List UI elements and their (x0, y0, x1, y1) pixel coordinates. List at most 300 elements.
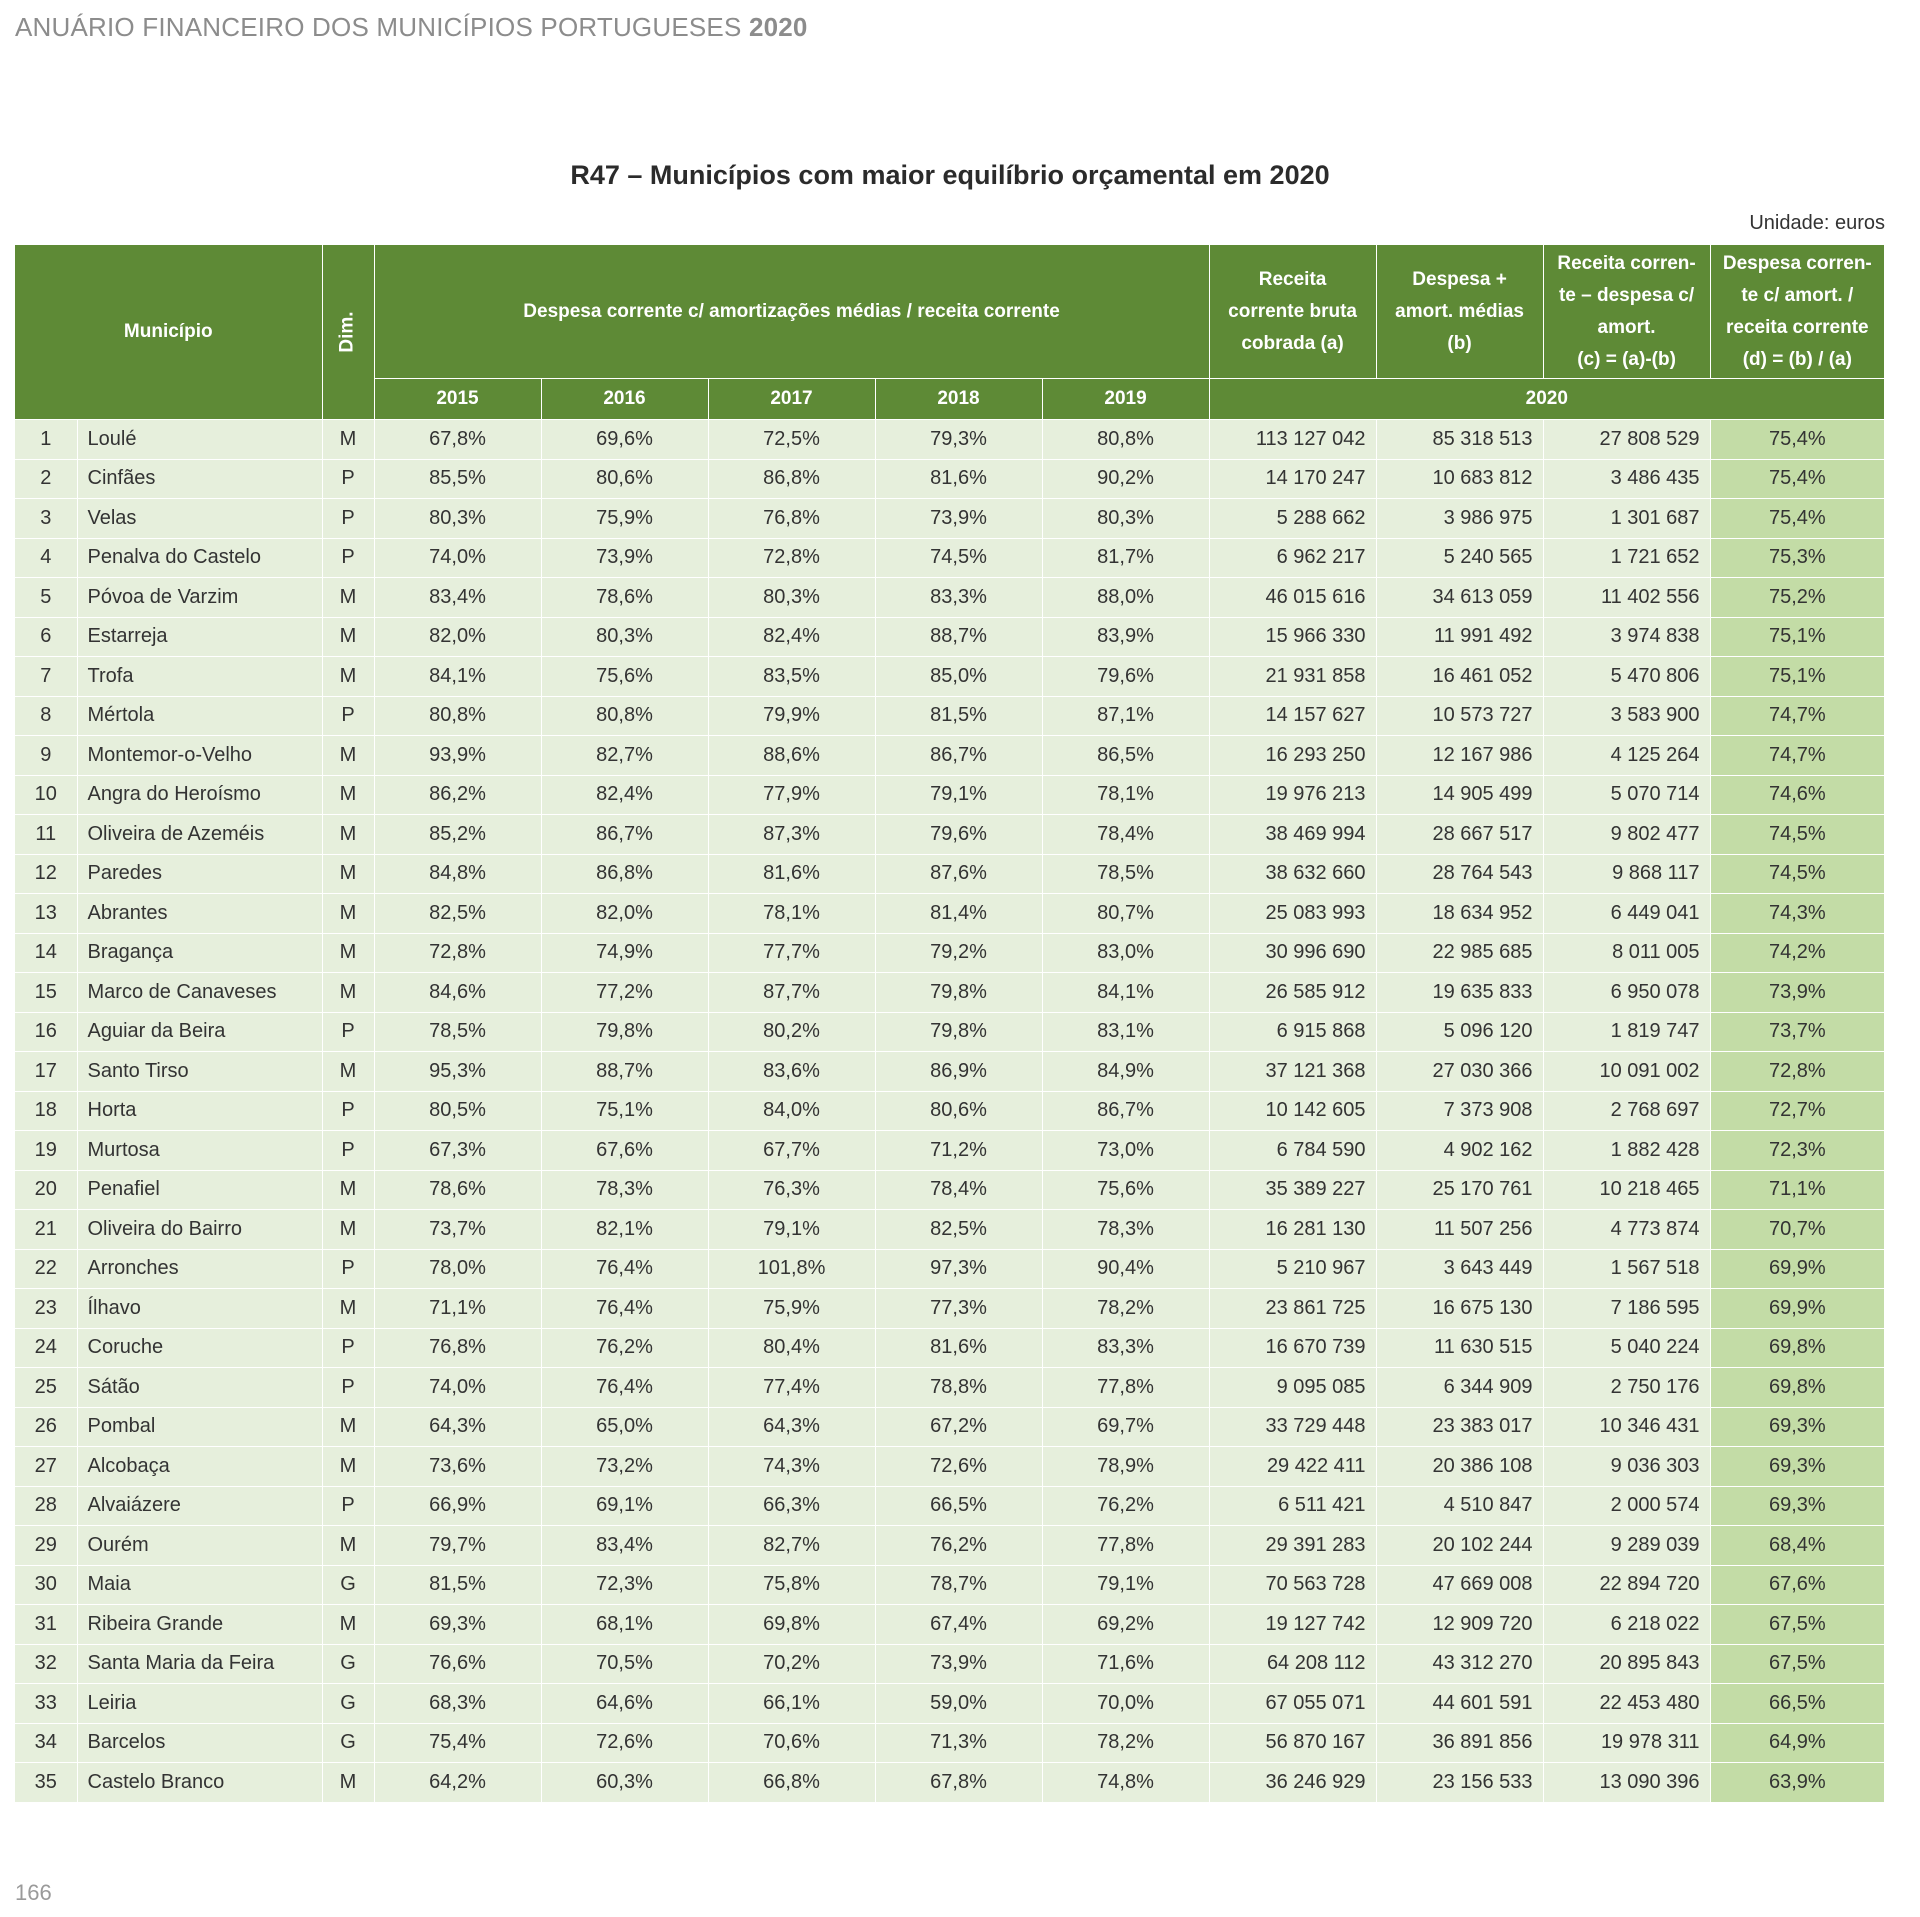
ratio-2015: 86,2% (374, 775, 541, 815)
ratio-2018: 81,6% (875, 1328, 1042, 1368)
despesa-value: 23 383 017 (1376, 1407, 1543, 1447)
dim-value: M (322, 1052, 374, 1092)
ratio-2020: 74,6% (1710, 775, 1884, 815)
ratio-2020: 75,3% (1710, 538, 1884, 578)
ratio-2020: 72,7% (1710, 1091, 1884, 1131)
ratio-2016: 67,6% (541, 1131, 708, 1171)
dim-value: M (322, 1210, 374, 1250)
table-row (15, 933, 1884, 973)
municipio-name: Oliveira de Azeméis (77, 815, 322, 855)
ratio-2017: 70,6% (708, 1723, 875, 1763)
ratio-2016: 82,4% (541, 775, 708, 815)
ratio-2017: 74,3% (708, 1447, 875, 1487)
ratio-2020: 74,7% (1710, 696, 1884, 736)
ratio-2017: 86,8% (708, 459, 875, 499)
col-header-receita-line: cobrada (a) (1241, 332, 1344, 354)
ratio-2019: 70,0% (1042, 1684, 1209, 1724)
ratio-2016: 75,9% (541, 499, 708, 539)
table-row (15, 1407, 1884, 1447)
receita-value: 5 210 967 (1209, 1249, 1376, 1289)
despesa-value: 16 675 130 (1376, 1289, 1543, 1329)
ratio-2018: 97,3% (875, 1249, 1042, 1289)
dim-value: M (322, 1170, 374, 1210)
ratio-2020: 69,9% (1710, 1249, 1884, 1289)
row-rank: 14 (15, 933, 77, 973)
municipio-name: Póvoa de Varzim (77, 578, 322, 618)
diff-value: 1 301 687 (1543, 499, 1710, 539)
ratio-2016: 76,4% (541, 1249, 708, 1289)
ratio-2015: 84,8% (374, 854, 541, 894)
despesa-value: 14 905 499 (1376, 775, 1543, 815)
ratio-2015: 75,4% (374, 1723, 541, 1763)
ratio-2017: 80,2% (708, 1012, 875, 1052)
ratio-2019: 69,7% (1042, 1407, 1209, 1447)
despesa-value: 6 344 909 (1376, 1368, 1543, 1408)
receita-value: 23 861 725 (1209, 1289, 1376, 1329)
row-rank: 24 (15, 1328, 77, 1368)
diff-value: 27 808 529 (1543, 420, 1710, 460)
row-rank: 21 (15, 1210, 77, 1250)
row-rank: 19 (15, 1131, 77, 1171)
diff-value: 1 819 747 (1543, 1012, 1710, 1052)
ratio-2019: 83,3% (1042, 1328, 1209, 1368)
ratio-2019: 78,9% (1042, 1447, 1209, 1487)
receita-value: 10 142 605 (1209, 1091, 1376, 1131)
ratio-2016: 77,2% (541, 973, 708, 1013)
ratio-2017: 79,9% (708, 696, 875, 736)
ratio-2015: 67,3% (374, 1131, 541, 1171)
ratio-2020: 74,5% (1710, 815, 1884, 855)
dim-value: M (322, 1526, 374, 1566)
col-header-receita-line: corrente bruta (1228, 300, 1357, 322)
diff-value: 5 470 806 (1543, 657, 1710, 697)
ratio-2018: 67,4% (875, 1605, 1042, 1645)
receita-value: 14 170 247 (1209, 459, 1376, 499)
ratio-2018: 86,7% (875, 736, 1042, 776)
col-header-year-2020: 2020 (1209, 379, 1884, 420)
col-header-receita-line: Receita (1258, 268, 1327, 290)
diff-value: 2 750 176 (1543, 1368, 1710, 1408)
row-rank: 35 (15, 1763, 77, 1803)
despesa-value: 22 985 685 (1376, 933, 1543, 973)
municipio-name: Estarreja (77, 617, 322, 657)
ratio-2020: 74,5% (1710, 854, 1884, 894)
municipio-name: Ílhavo (77, 1289, 322, 1329)
dim-value: G (322, 1565, 374, 1605)
municipio-name: Arronches (77, 1249, 322, 1289)
ratio-2018: 71,2% (875, 1131, 1042, 1171)
dim-value: P (322, 1012, 374, 1052)
diff-value: 6 449 041 (1543, 894, 1710, 934)
row-rank: 32 (15, 1644, 77, 1684)
despesa-value: 43 312 270 (1376, 1644, 1543, 1684)
table-row (15, 1723, 1884, 1763)
ratio-2020: 69,3% (1710, 1447, 1884, 1487)
table-row (15, 894, 1884, 934)
ratio-2019: 87,1% (1042, 696, 1209, 736)
despesa-value: 11 507 256 (1376, 1210, 1543, 1250)
receita-value: 6 962 217 (1209, 538, 1376, 578)
ratio-2017: 84,0% (708, 1091, 875, 1131)
receita-value: 16 670 739 (1209, 1328, 1376, 1368)
municipio-name: Abrantes (77, 894, 322, 934)
ratio-2019: 90,4% (1042, 1249, 1209, 1289)
ratio-2019: 73,0% (1042, 1131, 1209, 1171)
ratio-2016: 83,4% (541, 1526, 708, 1566)
ratio-2015: 85,5% (374, 459, 541, 499)
table-row (15, 854, 1884, 894)
receita-value: 25 083 993 (1209, 894, 1376, 934)
ratio-2020: 75,2% (1710, 578, 1884, 618)
ratio-2018: 67,8% (875, 1763, 1042, 1803)
municipio-name: Angra do Heroísmo (77, 775, 322, 815)
despesa-value: 23 156 533 (1376, 1763, 1543, 1803)
ratio-2020: 74,3% (1710, 894, 1884, 934)
diff-value: 3 583 900 (1543, 696, 1710, 736)
receita-value: 38 632 660 (1209, 854, 1376, 894)
municipio-name: Santa Maria da Feira (77, 1644, 322, 1684)
table-row (15, 1131, 1884, 1171)
col-header-ratio-line: receita corrente (1726, 316, 1869, 338)
ratio-2018: 80,6% (875, 1091, 1042, 1131)
municipio-name: Oliveira do Bairro (77, 1210, 322, 1250)
ratio-2016: 82,7% (541, 736, 708, 776)
municipio-name: Paredes (77, 854, 322, 894)
table-row (15, 1605, 1884, 1645)
ratio-2019: 83,0% (1042, 933, 1209, 973)
diff-value: 20 895 843 (1543, 1644, 1710, 1684)
dim-value: P (322, 459, 374, 499)
table-row (15, 459, 1884, 499)
ratio-2017: 66,1% (708, 1684, 875, 1724)
row-rank: 22 (15, 1249, 77, 1289)
diff-value: 9 289 039 (1543, 1526, 1710, 1566)
ratio-2020: 73,7% (1710, 1012, 1884, 1052)
municipio-name: Mértola (77, 696, 322, 736)
row-rank: 6 (15, 617, 77, 657)
ratio-2017: 80,4% (708, 1328, 875, 1368)
col-header-year: 2015 (374, 379, 541, 420)
dim-value: P (322, 1131, 374, 1171)
municipio-name: Alcobaça (77, 1447, 322, 1487)
receita-value: 5 288 662 (1209, 499, 1376, 539)
despesa-value: 5 096 120 (1376, 1012, 1543, 1052)
row-rank: 33 (15, 1684, 77, 1724)
ratio-2019: 83,1% (1042, 1012, 1209, 1052)
col-header-year: 2016 (541, 379, 708, 420)
dim-value: M (322, 1407, 374, 1447)
ratio-2016: 60,3% (541, 1763, 708, 1803)
diff-value: 2 768 697 (1543, 1091, 1710, 1131)
dim-value: P (322, 1249, 374, 1289)
ratio-2015: 64,3% (374, 1407, 541, 1447)
dim-value: P (322, 1486, 374, 1526)
despesa-value: 47 669 008 (1376, 1565, 1543, 1605)
municipio-name: Barcelos (77, 1723, 322, 1763)
ratio-2018: 78,7% (875, 1565, 1042, 1605)
diff-value: 11 402 556 (1543, 578, 1710, 618)
ratio-2016: 86,7% (541, 815, 708, 855)
diff-value: 9 802 477 (1543, 815, 1710, 855)
diff-value: 9 036 303 (1543, 1447, 1710, 1487)
ratio-2018: 77,3% (875, 1289, 1042, 1329)
ratio-2016: 69,1% (541, 1486, 708, 1526)
diff-value: 22 453 480 (1543, 1684, 1710, 1724)
diff-value: 4 125 264 (1543, 736, 1710, 776)
dim-value: P (322, 696, 374, 736)
ratio-2019: 69,2% (1042, 1605, 1209, 1645)
dim-value: M (322, 1605, 374, 1645)
row-rank: 11 (15, 815, 77, 855)
ratio-2016: 72,3% (541, 1565, 708, 1605)
table-row (15, 499, 1884, 539)
row-rank: 26 (15, 1407, 77, 1447)
row-rank: 18 (15, 1091, 77, 1131)
table-row (15, 420, 1884, 460)
ratio-2015: 66,9% (374, 1486, 541, 1526)
table-row (15, 1328, 1884, 1368)
ratio-2016: 68,1% (541, 1605, 708, 1645)
despesa-value: 11 630 515 (1376, 1328, 1543, 1368)
municipio-name: Sátão (77, 1368, 322, 1408)
ratio-2018: 81,5% (875, 696, 1042, 736)
row-rank: 2 (15, 459, 77, 499)
col-header-despesa-line: amort. médias (1395, 300, 1524, 322)
ratio-2018: 82,5% (875, 1210, 1042, 1250)
ratio-2016: 80,8% (541, 696, 708, 736)
ratio-2017: 77,4% (708, 1368, 875, 1408)
ratio-2018: 73,9% (875, 499, 1042, 539)
ratio-2020: 75,4% (1710, 499, 1884, 539)
ratio-2020: 74,2% (1710, 933, 1884, 973)
row-rank: 8 (15, 696, 77, 736)
receita-value: 16 281 130 (1209, 1210, 1376, 1250)
ratio-2018: 79,6% (875, 815, 1042, 855)
ratio-2020: 67,5% (1710, 1644, 1884, 1684)
col-header-diff-line: te – despesa c/ (1558, 284, 1695, 306)
ratio-2018: 78,8% (875, 1368, 1042, 1408)
ratio-2016: 80,6% (541, 459, 708, 499)
ratio-2015: 74,0% (374, 1368, 541, 1408)
ratio-2015: 82,5% (374, 894, 541, 934)
ratio-2017: 87,3% (708, 815, 875, 855)
running-header (15, 12, 808, 43)
table-row (15, 657, 1884, 697)
receita-value: 6 915 868 (1209, 1012, 1376, 1052)
receita-value: 64 208 112 (1209, 1644, 1376, 1684)
dim-value: M (322, 1447, 374, 1487)
table-row (15, 1565, 1884, 1605)
ratio-2019: 86,5% (1042, 736, 1209, 776)
table-row (15, 775, 1884, 815)
despesa-value: 85 318 513 (1376, 420, 1543, 460)
dim-value: M (322, 1289, 374, 1329)
ratio-2020: 67,5% (1710, 1605, 1884, 1645)
municipio-name: Ribeira Grande (77, 1605, 322, 1645)
table-row (15, 1447, 1884, 1487)
col-header-year: 2019 (1042, 379, 1209, 420)
row-rank: 34 (15, 1723, 77, 1763)
ratio-2017: 72,8% (708, 538, 875, 578)
diff-value: 1 721 652 (1543, 538, 1710, 578)
dim-value: P (322, 1368, 374, 1408)
col-header-year: 2017 (708, 379, 875, 420)
table-row (15, 1012, 1884, 1052)
ratio-2015: 78,6% (374, 1170, 541, 1210)
ratio-2017: 67,7% (708, 1131, 875, 1171)
ratio-2015: 80,5% (374, 1091, 541, 1131)
row-rank: 1 (15, 420, 77, 460)
ratio-2015: 84,1% (374, 657, 541, 697)
receita-value: 67 055 071 (1209, 1684, 1376, 1724)
ratio-2018: 87,6% (875, 854, 1042, 894)
receita-value: 6 511 421 (1209, 1486, 1376, 1526)
ratio-2019: 78,5% (1042, 854, 1209, 894)
dim-value: M (322, 420, 374, 460)
ratio-2018: 67,2% (875, 1407, 1042, 1447)
ratio-2015: 84,6% (374, 973, 541, 1013)
ratio-2018: 59,0% (875, 1684, 1042, 1724)
ratio-2015: 67,8% (374, 420, 541, 460)
ratio-2018: 83,3% (875, 578, 1042, 618)
despesa-value: 20 386 108 (1376, 1447, 1543, 1487)
ratio-2019: 77,8% (1042, 1368, 1209, 1408)
dim-value: M (322, 933, 374, 973)
ratio-2016: 78,6% (541, 578, 708, 618)
ratio-2016: 76,4% (541, 1368, 708, 1408)
table-body (15, 420, 1884, 1803)
ratio-2019: 79,6% (1042, 657, 1209, 697)
table-row (15, 578, 1884, 618)
ratio-2018: 66,5% (875, 1486, 1042, 1526)
ratio-2019: 80,3% (1042, 499, 1209, 539)
despesa-value: 3 986 975 (1376, 499, 1543, 539)
ratio-2016: 82,1% (541, 1210, 708, 1250)
receita-value: 30 996 690 (1209, 933, 1376, 973)
col-header-dim (322, 245, 374, 420)
ratio-2018: 73,9% (875, 1644, 1042, 1684)
ratio-2020: 64,9% (1710, 1723, 1884, 1763)
col-header-year: 2018 (875, 379, 1042, 420)
receita-value: 37 121 368 (1209, 1052, 1376, 1092)
municipio-name: Aguiar da Beira (77, 1012, 322, 1052)
col-header-municipio: Município (15, 245, 322, 420)
receita-value: 46 015 616 (1209, 578, 1376, 618)
ratio-2016: 72,6% (541, 1723, 708, 1763)
ratio-2018: 78,4% (875, 1170, 1042, 1210)
table-row (15, 1249, 1884, 1289)
ratio-2019: 75,6% (1042, 1170, 1209, 1210)
municipio-name: Penalva do Castelo (77, 538, 322, 578)
ratio-2019: 80,8% (1042, 420, 1209, 460)
ratio-2020: 73,9% (1710, 973, 1884, 1013)
ratio-2015: 73,7% (374, 1210, 541, 1250)
ratio-2019: 78,1% (1042, 775, 1209, 815)
municipio-name: Coruche (77, 1328, 322, 1368)
dim-value: P (322, 1091, 374, 1131)
diff-value: 5 070 714 (1543, 775, 1710, 815)
municipio-name: Maia (77, 1565, 322, 1605)
ratio-2020: 75,1% (1710, 657, 1884, 697)
diff-value: 7 186 595 (1543, 1289, 1710, 1329)
row-rank: 30 (15, 1565, 77, 1605)
municipio-name: Loulé (77, 420, 322, 460)
ratio-2015: 71,1% (374, 1289, 541, 1329)
ratio-2020: 69,3% (1710, 1407, 1884, 1447)
municipio-name: Leiria (77, 1684, 322, 1724)
diff-value: 2 000 574 (1543, 1486, 1710, 1526)
ratio-2015: 80,8% (374, 696, 541, 736)
receita-value: 29 422 411 (1209, 1447, 1376, 1487)
despesa-value: 12 167 986 (1376, 736, 1543, 776)
despesa-value: 7 373 908 (1376, 1091, 1543, 1131)
diff-value: 19 978 311 (1543, 1723, 1710, 1763)
ratio-2018: 72,6% (875, 1447, 1042, 1487)
row-rank: 31 (15, 1605, 77, 1645)
table-row (15, 1289, 1884, 1329)
dim-value: M (322, 736, 374, 776)
table-row (15, 538, 1884, 578)
ratio-2020: 75,4% (1710, 459, 1884, 499)
ratio-2017: 82,4% (708, 617, 875, 657)
ratio-2019: 90,2% (1042, 459, 1209, 499)
ratio-2016: 76,4% (541, 1289, 708, 1329)
ratio-2018: 74,5% (875, 538, 1042, 578)
ratio-2017: 82,7% (708, 1526, 875, 1566)
col-header-ratio-line: te c/ amort. / (1741, 284, 1854, 306)
col-header-despesa-line: (b) (1447, 332, 1472, 354)
diff-value: 4 773 874 (1543, 1210, 1710, 1250)
municipio-name: Murtosa (77, 1131, 322, 1171)
diff-value: 1 567 518 (1543, 1249, 1710, 1289)
ratio-2018: 71,3% (875, 1723, 1042, 1763)
diff-value: 6 950 078 (1543, 973, 1710, 1013)
despesa-value: 10 573 727 (1376, 696, 1543, 736)
dim-value: M (322, 617, 374, 657)
receita-value: 19 127 742 (1209, 1605, 1376, 1645)
ratio-2016: 88,7% (541, 1052, 708, 1092)
despesa-value: 44 601 591 (1376, 1684, 1543, 1724)
ratio-2017: 75,9% (708, 1289, 875, 1329)
table-row (15, 1763, 1884, 1803)
despesa-value: 16 461 052 (1376, 657, 1543, 697)
ratio-2019: 86,7% (1042, 1091, 1209, 1131)
diff-value: 10 218 465 (1543, 1170, 1710, 1210)
ratio-2019: 84,9% (1042, 1052, 1209, 1092)
ratio-2016: 76,2% (541, 1328, 708, 1368)
ratio-2016: 78,3% (541, 1170, 708, 1210)
ratio-2015: 73,6% (374, 1447, 541, 1487)
receita-value: 16 293 250 (1209, 736, 1376, 776)
ratio-2020: 69,8% (1710, 1328, 1884, 1368)
table-row (15, 1486, 1884, 1526)
diff-value: 9 868 117 (1543, 854, 1710, 894)
ratio-2015: 81,5% (374, 1565, 541, 1605)
ratio-2017: 83,5% (708, 657, 875, 697)
ratio-2020: 75,1% (1710, 617, 1884, 657)
receita-value: 113 127 042 (1209, 420, 1376, 460)
ratio-2019: 78,3% (1042, 1210, 1209, 1250)
ratio-2019: 79,1% (1042, 1565, 1209, 1605)
col-header-dim-label: Dim. (337, 311, 358, 353)
row-rank: 27 (15, 1447, 77, 1487)
despesa-value: 36 891 856 (1376, 1723, 1543, 1763)
ratio-2016: 82,0% (541, 894, 708, 934)
ratio-2019: 88,0% (1042, 578, 1209, 618)
dim-value: M (322, 775, 374, 815)
ratio-2020: 74,7% (1710, 736, 1884, 776)
header-row-main (15, 245, 1884, 379)
